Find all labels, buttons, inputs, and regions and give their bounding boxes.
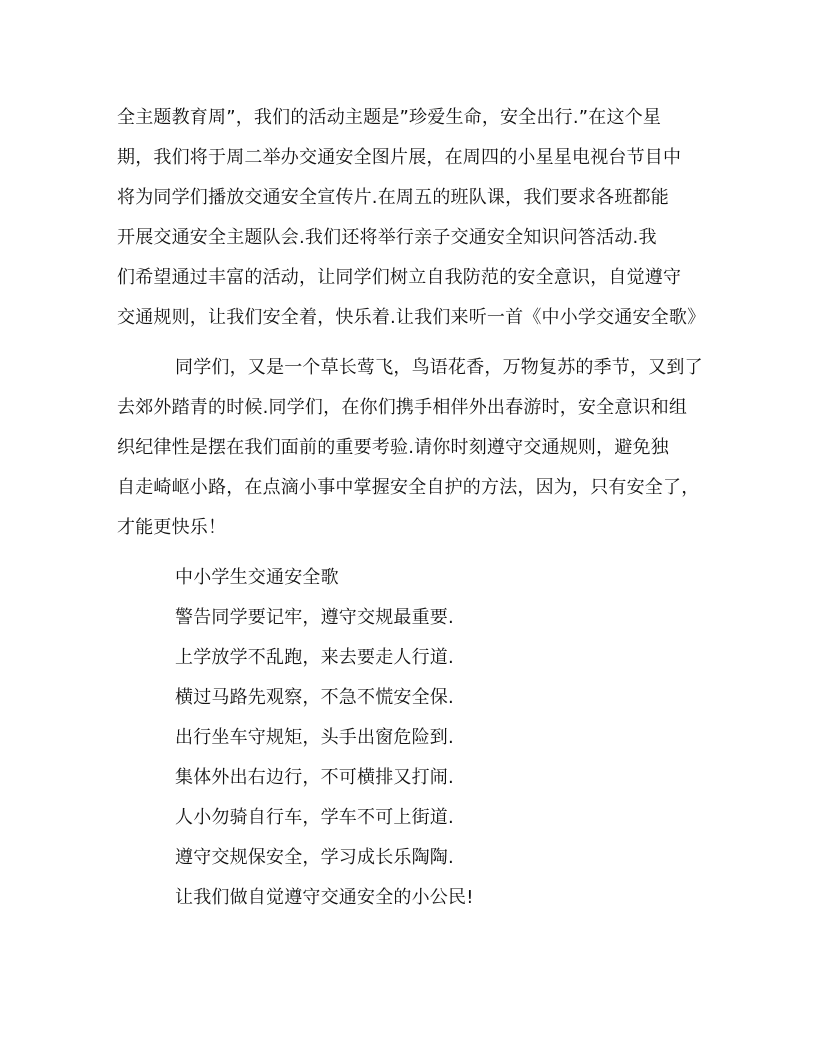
song-line-2: 上学放学不乱跑，来去要走人行道. (175, 647, 454, 668)
paragraph-1-line-3: 将为同学们播放交通安全宣传片.在周五的班队课，我们要求各班都能 (117, 187, 669, 208)
paragraph-2-line-1: 同学们，又是一个草长莺飞，鸟语花香，万物复苏的季节，又到了 (175, 357, 703, 378)
paragraph-1-line-5: 们希望通过丰富的活动，让同学们树立自我防范的安全意识，自觉遵守 (117, 267, 682, 288)
song-line-1: 警告同学要记牢，遵守交规最重要. (175, 607, 454, 628)
song-line-7: 遵守交规保安全，学习成长乐陶陶. (175, 847, 454, 868)
song-line-6: 人小勿骑自行车，学车不可上街道. (175, 807, 454, 828)
paragraph-2-line-5: 才能更快乐！ (117, 517, 227, 538)
paragraph-2-line-4: 自走崎岖小路，在点滴小事中掌握安全自护的方法，因为，只有安全了， (117, 477, 700, 498)
paragraph-1-line-6: 交通规则，让我们安全着，快乐着.让我们来听一首《中小学交通安全歌》 (117, 307, 706, 328)
song-line-3: 横过马路先观察，不急不慌安全保. (175, 687, 454, 708)
song-line-5: 集体外出右边行，不可横排又打闹. (175, 767, 454, 788)
paragraph-2-line-2: 去郊外踏青的时候.同学们，在你们携手相伴外出春游时，安全意识和组 (117, 397, 688, 418)
song-title: 中小学生交通安全歌 (175, 567, 339, 588)
paragraph-1-line-4: 开展交通安全主题队会.我们还将举行亲子交通安全知识问答活动.我 (117, 227, 657, 248)
paragraph-2-line-3: 织纪律性是摆在我们面前的重要考验.请你时刻遵守交通规则，避免独 (117, 437, 669, 458)
paragraph-1-line-1: 全主题教育周”，我们的活动主题是”珍爱生命，安全出行.”在这个星 (117, 107, 662, 128)
song-line-8: 让我们做自觉遵守交通安全的小公民! (175, 887, 474, 908)
song-line-4: 出行坐车守规矩，头手出窗危险到. (175, 727, 454, 748)
paragraph-1-line-2: 期，我们将于周二举办交通安全图片展，在周四的小星星电视台节目中 (117, 147, 682, 168)
